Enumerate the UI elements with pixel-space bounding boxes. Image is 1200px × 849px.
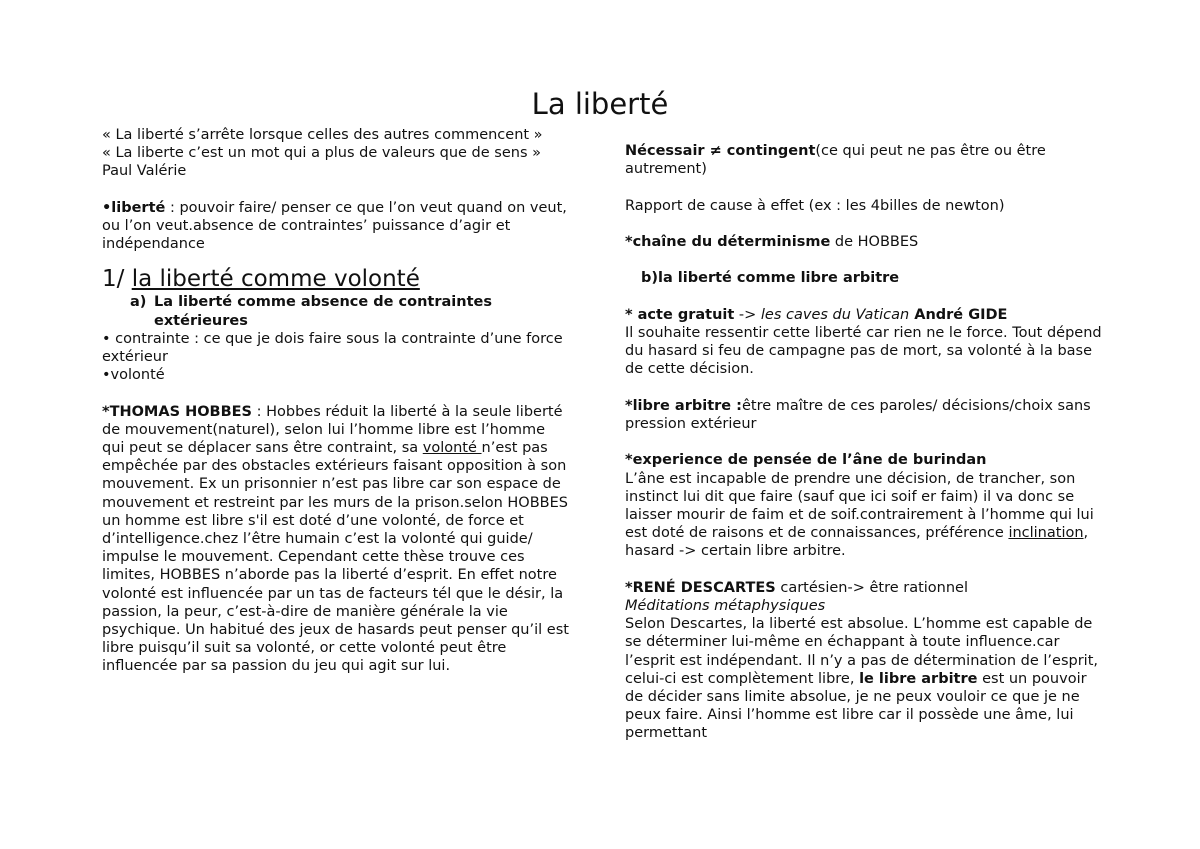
necessaire-line [625,142,1103,178]
descartes-body-bold: le libre arbitre [859,670,978,687]
experience-text-1: L’âne est incapable de prendre une décision, de trancher, son instinct lui dit que faire (sauf que ici soif er faim) il va donc se laisser mourir de faim et de soif.contrairement à l’homme qui lui est doté de raisons et de connaissances, préférence [625,470,1094,542]
subsection-a-heading [102,293,572,329]
subsection-b-heading: b)la liberté comme libre arbitre [641,270,900,287]
section-1-heading [102,265,572,293]
experience-underlined-word: inclination [1008,525,1084,542]
hobbes-underlined-word: volonté [422,440,482,457]
subsection-a-continuation: extérieures [154,312,248,329]
definition-liberte [102,199,572,254]
bullet-contrainte: • contrainte : ce que je dois faire sous la contrainte d’une force extérieur [102,330,563,366]
bullet-volonte: •volonté [102,367,165,384]
descartes-body [625,615,1103,742]
subsection-a-title: La liberté comme absence de contraintes [154,294,492,311]
hobbes-text-1: : Hobbes réduit la liberté à la seule liberté de mouvement(naturel), selon lui l’homme libre est l’homme qui peut se déplacer sans être contraint, sa [102,403,563,457]
quote-2: « La liberte c’est un mot qui a plus de valeurs que de sens » Paul Valérie [102,145,541,180]
definition-term: •liberté [102,199,166,216]
acte-gratuit-text: Il souhaite ressentir cette liberté car rien ne le force. Tout dépend du hasard si feu de campagne pas de mort, sa volonté à la base de cette décision. [625,324,1102,378]
libre-arbitre-text: être maître de ces paroles/ décisions/choix sans pression extérieur [625,397,1091,432]
section-1-number: 1/ [102,266,132,293]
acte-author: André GIDE [909,306,1008,323]
chaine-term: *chaîne du déterminisme [625,233,831,250]
libre-arbitre-line [625,397,1103,433]
descartes-work [625,597,1103,615]
experience-heading [625,451,1103,469]
chaine-line [625,233,1103,251]
descartes-heading [625,579,1103,597]
necessaire-text: (ce qui peut ne pas être ou être autrement) [625,143,1046,178]
left-column [102,126,572,676]
page-title: La liberté [531,87,669,121]
experience-text [625,470,1103,561]
acte-gratuit-heading [625,306,1103,324]
hobbes-paragraph [102,403,572,676]
acte-term: * acte gratuit [625,306,735,323]
quote-1: « La liberté s’arrête lorsque celles des autres commencent » [102,127,543,143]
hobbes-name: *THOMAS HOBBES [102,403,252,420]
hobbes-text-2: n’est pas empêchée par des obstacles extérieurs faisant opposition à son mouvement. Ex un prisonnier n’est pas libre car son espace de mouvement et restreint par les murs de la prison.selon HOBBES un homme est libre s'il est doté d’une volonté, de force et d’intelligence.chez l’être humain c’est la volonté qui guide/ impulse le mouvement. Cependant cette thèse trouve ces limites, HOBBES n’aborde pas la liberté d’esprit. En effet notre volonté est influencée par un tas de facteurs tél que le désir, la passion, la peur, c’est-à-dire de manière générale la vie psychique. Un habitué des jeux de hasards peut penser qu’il est libre puisqu’il suit sa volonté, or cette volonté peut être influencée par sa passion du jeu qui agit sur lui. [102,440,569,675]
acte-arrow: -> [734,306,761,323]
subsection-a-label: a) [130,294,147,311]
definition-text: : pouvoir faire/ penser ce que l’on veut quand on veut, ou l’on veut.absence de contraintes’ puissance d’agir et indépendance [102,199,567,253]
section-1-title: la liberté comme volonté [131,266,420,293]
descartes-work-title: Méditations métaphysiques [625,597,826,614]
experience-term: *experience de pensée de l’âne de burindan [625,452,987,469]
necessaire-term: Nécessair ≠ contingent [625,143,816,159]
descartes-body-1: Selon Descartes, la liberté est absolue. L’homme est capable de se déterminer lui-même en échappant à toute influence.car l’esprit est indépendant. Il n’y a pas de détermination de l’esprit, celui-ci est complètement libre, [625,616,1098,687]
acte-work-title: les caves du Vatican [760,306,910,323]
experience-text-2: , hasard -> certain libre arbitre. [625,525,1089,560]
libre-arbitre-term: *libre arbitre : [625,397,742,414]
rapport-line: Rapport de cause à effet (ex : les 4billes de newton) [625,197,1005,214]
right-column [625,142,1103,743]
descartes-text: cartésien-> être rationnel [775,579,969,596]
chaine-text: de HOBBES [830,233,919,250]
descartes-name: *RENÉ DESCARTES [625,579,776,596]
descartes-body-2: est un pouvoir de décider sans limite absolue, je ne peux vouloir ce que je ne peux faire. Ainsi l’homme est libre car il possède une âme, lui permettant [625,670,1087,742]
